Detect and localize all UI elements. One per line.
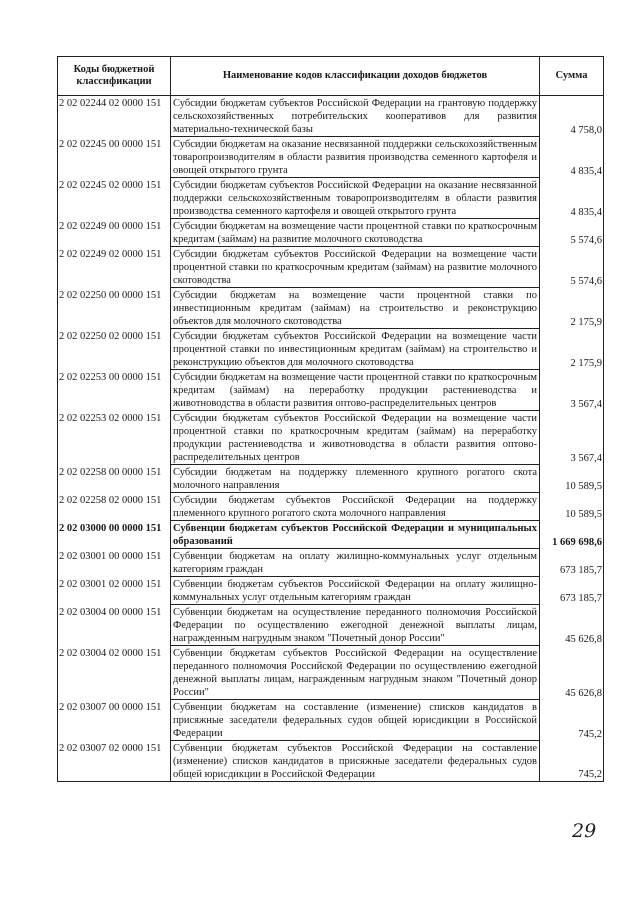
cell-name: Субсидии бюджетам субъектов Российской Федерации на поддержку племенного крупного рогатого скота молочного направления: [171, 493, 540, 521]
cell-code: 2 02 03004 00 0000 151: [58, 605, 171, 646]
cell-name: Субвенции бюджетам на осуществление переданного полномочия Российской Федерации по осуществлению ежегодной денежной выплаты лицам, награжденным нагрудным знаком "Почетный донор России": [171, 605, 540, 646]
cell-code: 2 02 02244 02 0000 151: [58, 96, 171, 137]
cell-code: 2 02 03000 00 0000 151: [58, 521, 171, 549]
cell-sum: 5 574,6: [540, 247, 604, 288]
cell-sum: 10 589,5: [540, 493, 604, 521]
header-name: Наименование кодов классификации доходов бюджетов: [171, 57, 540, 96]
budget-table-sheet: [57, 56, 603, 782]
cell-name: Субсидии бюджетам субъектов Российской Федерации на грантовую поддержку сельскохозяйственных потребительских кооперативов для развития материально-технической базы: [171, 96, 540, 137]
cell-sum: 5 574,6: [540, 219, 604, 247]
cell-sum: 2 175,9: [540, 329, 604, 370]
cell-name: Субсидии бюджетам субъектов Российской Федерации на оказание несвязанной поддержки сельскохозяйственным товаропроизводителям в области развития производства семенного картофеля и овощей открытого грунта: [171, 178, 540, 219]
table-row: [58, 605, 604, 646]
cell-name: Субсидии бюджетам субъектов Российской Федерации на возмещение части процентной ставки по инвестиционным кредитам (займам) на строительство и реконструкцию объектов для молочного скотоводства: [171, 329, 540, 370]
cell-sum: 4 758,0: [540, 96, 604, 137]
cell-sum: 2 175,9: [540, 288, 604, 329]
cell-code: 2 02 02258 02 0000 151: [58, 493, 171, 521]
cell-code: 2 02 02245 00 0000 151: [58, 137, 171, 178]
table-row: [58, 646, 604, 700]
cell-code: 2 02 02249 02 0000 151: [58, 247, 171, 288]
cell-name: Субвенции бюджетам на оплату жилищно-коммунальных услуг отдельным категориям граждан: [171, 549, 540, 577]
cell-code: 2 02 02253 02 0000 151: [58, 411, 171, 465]
table-row: [58, 465, 604, 493]
cell-code: 2 02 03004 02 0000 151: [58, 646, 171, 700]
table-row: [58, 329, 604, 370]
table-row: [58, 700, 604, 741]
cell-name: Субсидии бюджетам на поддержку племенного крупного рогатого скота молочного направления: [171, 465, 540, 493]
header-code: Коды бюджетной классификации: [58, 57, 171, 96]
table-row: [58, 247, 604, 288]
budget-classification-table: [57, 56, 604, 782]
cell-name: Субсидии бюджетам на оказание несвязанной поддержки сельскохозяйственным товаропроизводителям в области развития производства семенного картофеля и овощей открытого грунта: [171, 137, 540, 178]
cell-name: Субсидии бюджетам субъектов Российской Федерации на возмещение части процентной ставки по краткосрочным кредитам (займам) на развитие молочного скотоводства: [171, 247, 540, 288]
table-row: [58, 137, 604, 178]
cell-sum: 1 669 698,6: [540, 521, 604, 549]
cell-sum: 3 567,4: [540, 370, 604, 411]
cell-name: Субвенции бюджетам на составление (изменение) списков кандидатов в присяжные заседатели федеральных судов общей юрисдикции в Российской Федерации: [171, 700, 540, 741]
cell-name: Субсидии бюджетам на возмещение части процентной ставки по инвестиционным кредитам (займам) на строительство и реконструкцию объектов для молочного скотоводства: [171, 288, 540, 329]
header-sum: Сумма: [540, 57, 604, 96]
table-row: [58, 370, 604, 411]
cell-name: Субвенции бюджетам субъектов Российской Федерации и муниципальных образований: [171, 521, 540, 549]
cell-code: 2 02 03007 00 0000 151: [58, 700, 171, 741]
table-row: [58, 577, 604, 605]
table-row: [58, 411, 604, 465]
cell-code: 2 02 02250 00 0000 151: [58, 288, 171, 329]
cell-sum: 4 835,4: [540, 178, 604, 219]
table-row: [58, 219, 604, 247]
cell-name: Субсидии бюджетам субъектов Российской Федерации на возмещение части процентной ставки по краткосрочным кредитам (займам) на переработку продукции растениеводства и животноводства в области развития оптово-распределительных центров: [171, 411, 540, 465]
cell-name: Субвенции бюджетам субъектов Российской Федерации на осуществление переданного полномочия Российской Федерации по осуществлению ежегодной денежной выплаты лицам, награжденным нагрудным знаком "Почетный донор России": [171, 646, 540, 700]
cell-sum: 10 589,5: [540, 465, 604, 493]
cell-sum: 45 626,8: [540, 646, 604, 700]
cell-sum: 745,2: [540, 741, 604, 782]
cell-code: 2 02 02245 02 0000 151: [58, 178, 171, 219]
page-number: 29: [572, 820, 597, 842]
cell-name: Субвенции бюджетам субъектов Российской Федерации на оплату жилищно-коммунальных услуг отдельным категориям граждан: [171, 577, 540, 605]
cell-sum: 673 185,7: [540, 577, 604, 605]
cell-sum: 45 626,8: [540, 605, 604, 646]
cell-code: 2 02 02249 00 0000 151: [58, 219, 171, 247]
cell-sum: 4 835,4: [540, 137, 604, 178]
cell-code: 2 02 02258 00 0000 151: [58, 465, 171, 493]
table-row: [58, 741, 604, 782]
table-header-row: [58, 57, 604, 96]
cell-name: Субвенции бюджетам субъектов Российской Федерации на составление (изменение) списков кандидатов в присяжные заседатели федеральных судов общей юрисдикции в Российской Федерации: [171, 741, 540, 782]
cell-sum: 673 185,7: [540, 549, 604, 577]
cell-name: Субсидии бюджетам на возмещение части процентной ставки по краткосрочным кредитам (займам) на переработку продукции растениеводства и животноводства в области развития оптово-распределительных центров: [171, 370, 540, 411]
table-row: [58, 288, 604, 329]
table-body: [58, 96, 604, 782]
cell-code: 2 02 03001 02 0000 151: [58, 577, 171, 605]
cell-code: 2 02 03001 00 0000 151: [58, 549, 171, 577]
table-row: [58, 521, 604, 549]
cell-sum: 3 567,4: [540, 411, 604, 465]
cell-sum: 745,2: [540, 700, 604, 741]
cell-code: 2 02 02253 00 0000 151: [58, 370, 171, 411]
table-row: [58, 96, 604, 137]
cell-code: 2 02 02250 02 0000 151: [58, 329, 171, 370]
table-row: [58, 178, 604, 219]
table-row: [58, 493, 604, 521]
cell-name: Субсидии бюджетам на возмещение части процентной ставки по краткосрочным кредитам (займам) на развитие молочного скотоводства: [171, 219, 540, 247]
table-row: [58, 549, 604, 577]
cell-code: 2 02 03007 02 0000 151: [58, 741, 171, 782]
